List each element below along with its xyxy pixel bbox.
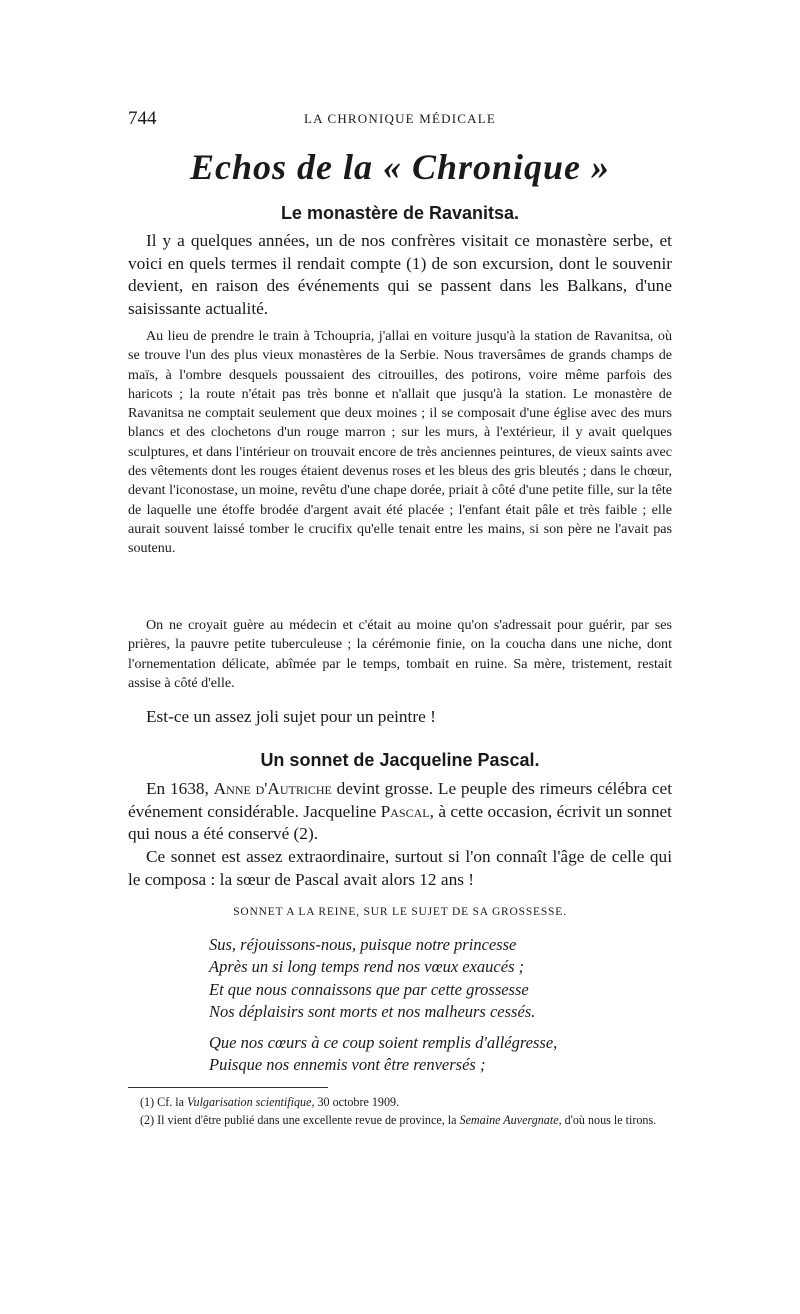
page-number: 744 [128, 108, 157, 129]
footnote-2 [128, 1111, 672, 1129]
sonnet-title: SONNET A LA REINE, SUR LE SUJET DE SA GROSSESSE. [233, 906, 567, 918]
publication-title: Vulgarisation scientifique [187, 1095, 312, 1109]
text-run: , 30 octobre 1909. [311, 1095, 400, 1109]
quoted-paragraph-2: On ne croyait guère au médecin et c'était au moine qu'on s'adressait pour guérir, par ses prières, la pauvre petite tuberculeuse ; la cérémonie finie, on la coucha dans une niche, dont l'ornementation délicate, abîmée par le temps, tombait en ruine. Sa mère, tristement, restait assise à côté d'elle. [128, 617, 672, 691]
article-intro-paragraph: Il y a quelques années, un de nos confrères visitait ce monastère serbe, et voici en quels termes il rendait compte (1) de son excursion, dont le souvenir devient, en raison des événements qui se passent dans les Balkans, d'une saisissante actualité. [128, 231, 672, 318]
footnote-rule [128, 1087, 328, 1088]
verse-line: Après un si long temps rend nos vœux exaucés ; [209, 957, 525, 977]
text-run: En 1638, [146, 779, 214, 798]
text-run: devint grosse. Le peuple des rimeurs célébra cet événement considérable. Jacqueline [128, 779, 673, 821]
verse-line: Sus, réjouissons-nous, puisque notre princesse [209, 935, 517, 954]
footnotes [128, 1093, 672, 1129]
sonnet-stanza-1 [209, 934, 649, 1023]
footnote-1 [128, 1093, 672, 1111]
person-name-pascal: Pascal [380, 801, 430, 821]
text-run: (1) Cf. la [140, 1095, 188, 1109]
page-header [128, 108, 672, 132]
person-name-anne: Anne d'Autriche [213, 779, 332, 798]
article-title-ravanitsa: Le monastère de Ravanitsa. [280, 203, 520, 223]
closing-remark: Est-ce un assez joli sujet pour un peintre ! [146, 707, 436, 726]
sonnet-stanza-2 [209, 1032, 649, 1077]
verse-line: Que nos cœurs à ce coup soient remplis d'allégresse, [209, 1033, 558, 1052]
sonnet-intro-paragraph-2: Ce sonnet est assez extraordinaire, surtout si l'on connaît l'âge de celle qui le composa : la sœur de Pascal avait alors 12 ans ! [128, 847, 672, 889]
text-run: , à cette occasion, écrivit un sonnet qui nous a été conservé (2). [128, 801, 672, 844]
quoted-paragraph-1: Au lieu de prendre le train à Tchoupria, j'allai en voiture jusqu'à la station de Ravanitsa, où se trouve l'un des plus vieux monastères de la Serbie. Nous traversâmes de grands champs de maïs, à l'ombre desquels poussaient des citrouilles, des potirons, voire même parfois des haricots ; la route n'était pas très bonne et n'allait que jusqu'à la station. Le monastère de Ravanitsa ne comptait seulement que deux moines ; il se composait d'une église avec des murs blancs et des clochetons d'un rouge marron ; sur les murs, à l'extérieur, il y avait quelques sculptures, et dans l'intérieur on trouvait encore de très anciennes peintures, de vieux saints avec des vêtements dont les rouges étaient devenus roses et les bleus des gris bleutés ; dans le chœur, devant l'iconostase, un moine, revêtu d'une chape dorée, priait à côté d'une petite fille, sur la tête de laquelle une étoffe brodée d'argent avait été placée ; l'enfant était pâle et très faible ; elle aurait souvent laissé tomber le crucifix qu'elle tenait entre les mains, si son père ne l'avait pas soutenu. [128, 328, 672, 557]
section-title: Echos de la « Chronique » [189, 147, 611, 187]
article-title-sonnet: Un sonnet de Jacqueline Pascal. [260, 750, 540, 770]
sonnet-intro-paragraph-1 [128, 778, 672, 846]
verse-line: Nos déplaisirs sont morts et nos malheurs cessés. [209, 1001, 536, 1021]
text-run: (2) Il vient d'être publié dans une excellente revue de province, la [140, 1113, 460, 1128]
verse-line: Et que nous connaissons que par cette grossesse [209, 979, 529, 999]
text-run: , d'où nous le tirons. [558, 1113, 657, 1128]
verse-line: Puisque nos ennemis vont être renversés ; [209, 1055, 486, 1075]
publication-title: Semaine Auvergnate [459, 1113, 559, 1128]
running-head: LA CHRONIQUE MÉDICALE [303, 111, 497, 126]
